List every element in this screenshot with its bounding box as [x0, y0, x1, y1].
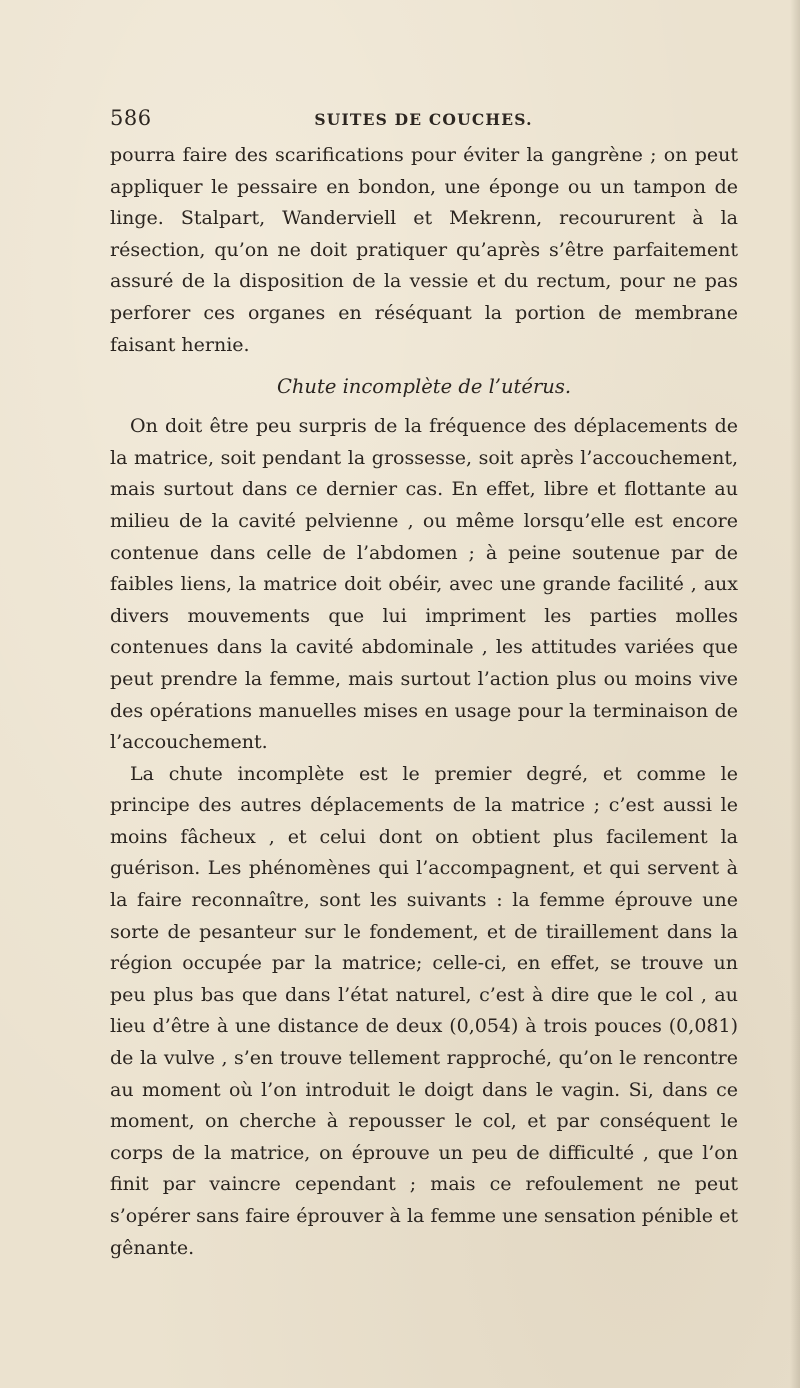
page-number: 586	[110, 106, 152, 130]
paragraph-continued: pourra faire des scarifications pour éviter la gangrène ; on peut appliquer le pessaire en bondon, une éponge ou un tampon de linge. Stalpart, Wanderviell et Mekrenn, recoururent à la résection, qu’on ne doit pratiquer qu’après s’être parfaitement assuré de la disposition de la vessie et du rectum, pour ne pas perforer ces organes en réséquant la portion de membrane faisant hernie.	[110, 144, 738, 356]
running-title: SUITES DE COUCHES.	[314, 110, 533, 129]
paragraph: On doit être peu surpris de la fréquence des déplacements de la matrice, soit pendant la grossesse, soit après l’accouchement, mais surtout dans ce dernier cas. En effet, libre et flottante au milieu de la cavité pelvienne , ou même lorsqu’elle est encore contenue dans celle de l’abdomen ; à peine soutenue par de faibles liens, la matrice doit obéir, avec une grande facilité , aux divers mouvements que lui impriment les parties molles contenues dans la cavité abdominale , les attitudes variées que peut prendre la femme, mais surtout l’action plus ou moins vive des opérations manuelles mises en usage pour la terminaison de l’accouchement.	[110, 415, 738, 754]
page-header	[110, 106, 737, 136]
section-heading: Chute incomplète de l’utérus.	[276, 375, 572, 399]
paragraph: La chute incomplète est le premier degré, et comme le principe des autres déplacements de la matrice ; c’est aussi le moins fâcheux , et celui dont on obtient plus facilement la guérison. Les phénomènes qui l’accompagnent, et qui servent à la faire reconnaître, sont les suivants : la femme éprouve une sorte de pesanteur sur le fondement, et de tiraillement dans la région occupée par la matrice; celle-ci, en effet, se trouve un peu plus bas que dans l’état naturel, c’est à dire que le col , au lieu d’être à une distance de deux (0,054) à trois pouces (0,081) de la vulve , s’en trouve tellement rapproché, qu’on le rencontre au moment où l’on introduit le doigt dans le vagin. Si, dans ce moment, on cherche à repousser le col, et par conséquent le corps de la matrice, on éprouve un peu de difficulté , que l’on finit par vaincre cependant ; mais ce refoulement ne peut s’opérer sans faire éprouver à la femme une sensation pénible et gênante.	[110, 762, 738, 1259]
body-text	[110, 140, 738, 1264]
page-edge-shadow	[790, 0, 800, 1388]
